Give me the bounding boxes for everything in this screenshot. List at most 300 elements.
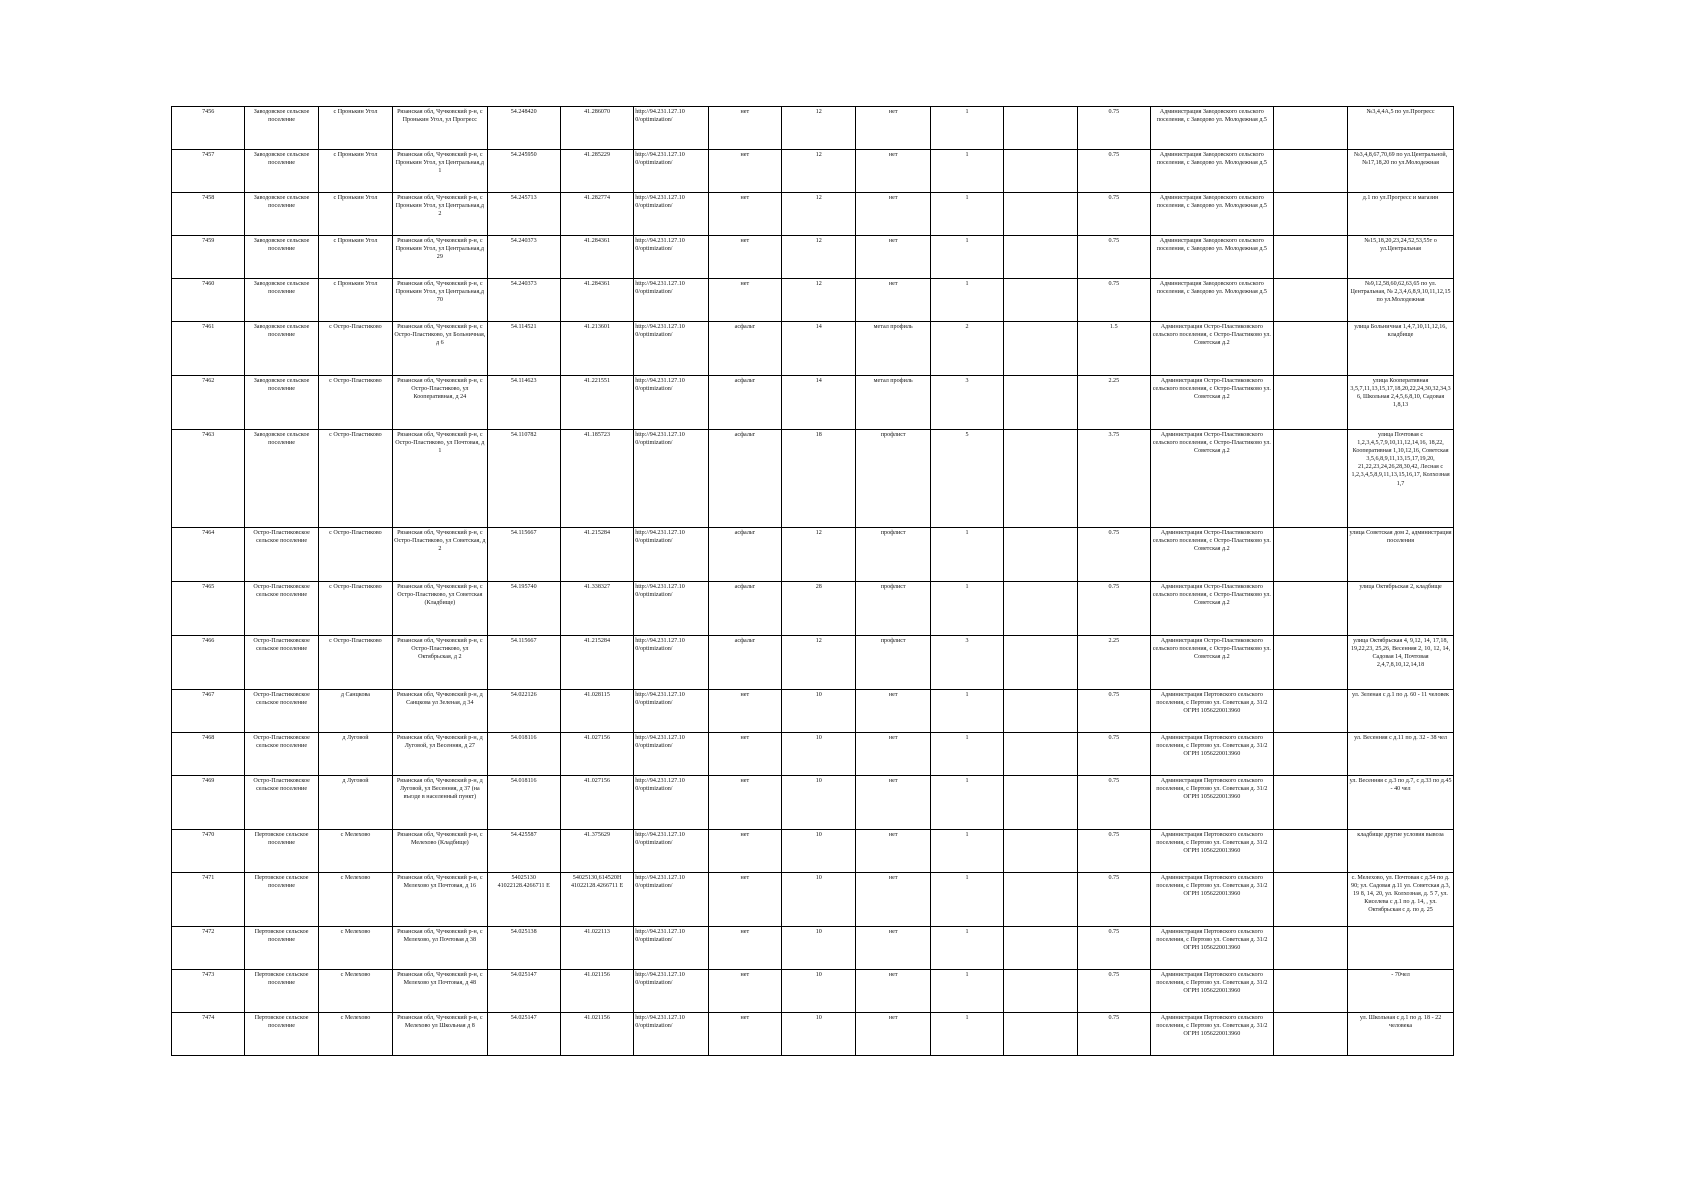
coating-cell: нет	[856, 690, 930, 733]
area-cell: 10	[782, 1013, 856, 1056]
longitude-cell: 41.021156	[560, 970, 633, 1013]
link-cell: http://94.231.127.10 0/optimization/	[634, 376, 708, 430]
locality-cell: с Остро-Пластиково	[318, 636, 392, 690]
latitude-cell: 54.025138	[487, 927, 560, 970]
surface-cell: асфальт	[708, 322, 781, 376]
served-objects-cell: ул. Весенняя с д.3 по д.7, с д.33 по д.45 - 40 чел	[1348, 776, 1454, 830]
locality-cell: с Пронькин Угол	[318, 236, 392, 279]
volume-cell: 0.75	[1077, 236, 1150, 279]
surface-cell: нет	[708, 1013, 781, 1056]
coating-cell: нет	[856, 733, 930, 776]
owner-cell: Администрация Остро-Пластиковского сельского поселения, с Остро-Пластиково ул. Советская д.2	[1151, 528, 1274, 582]
served-objects-cell: - 70чел	[1348, 970, 1454, 1013]
row-number: 7457	[172, 150, 245, 193]
area-cell: 10	[782, 733, 856, 776]
served-objects-cell: улица Кооперативная 3,5,7,11,13,15,17,18,20,22,24,30,32,34,36, Школьная 2,4,5,6,8,10, Садовая 1,8,13	[1348, 376, 1454, 430]
volume-cell: 0.75	[1077, 873, 1150, 927]
address-cell: Рязанская обл, Чучковский р-н, с Остро-Пластиково, ул Советская, д 2	[393, 528, 487, 582]
settlement-cell: Заводовское сельское поселение	[245, 322, 318, 376]
table-row	[172, 970, 1454, 1013]
link-cell: http://94.231.127.10 0/optimization/	[634, 830, 708, 873]
settlement-cell: Заводовское сельское поселение	[245, 107, 318, 150]
coating-cell: метал профиль	[856, 376, 930, 430]
coating-cell: нет	[856, 873, 930, 927]
locality-cell: с Остро-Пластиково	[318, 582, 392, 636]
table-row	[172, 927, 1454, 970]
settlement-cell: Пертовское сельское поселение	[245, 873, 318, 927]
volume-cell: 0.75	[1077, 279, 1150, 322]
container-count-cell: 1	[930, 582, 1003, 636]
empty-cell	[1273, 193, 1347, 236]
locality-cell: с Мелехово	[318, 830, 392, 873]
table-row	[172, 193, 1454, 236]
empty-cell	[1273, 733, 1347, 776]
link-cell: http://94.231.127.10 0/optimization/	[634, 193, 708, 236]
volume-cell: 0.75	[1077, 776, 1150, 830]
table-row	[172, 430, 1454, 528]
area-cell: 10	[782, 970, 856, 1013]
latitude-cell: 54.025147	[487, 970, 560, 1013]
row-number: 7465	[172, 582, 245, 636]
latitude-cell: 54.025147	[487, 1013, 560, 1056]
link-cell: http://94.231.127.10 0/optimization/	[634, 236, 708, 279]
locality-cell: с Пронькин Угол	[318, 150, 392, 193]
empty-cell	[1004, 582, 1077, 636]
volume-cell: 3.75	[1077, 430, 1150, 528]
container-count-cell: 1	[930, 193, 1003, 236]
link-cell: http://94.231.127.10 0/optimization/	[634, 636, 708, 690]
coating-cell: профлист	[856, 528, 930, 582]
area-cell: 12	[782, 279, 856, 322]
latitude-cell: 54.110782	[487, 430, 560, 528]
settlement-cell: Заводовское сельское поселение	[245, 279, 318, 322]
served-objects-cell: улица Октябрьская 4, 9,12, 14, 17,18, 19,22,23, 25,26, Весенняя 2, 10, 12, 14, Садовая 14, Почтовая 2,4,7,8,10,12,14,18	[1348, 636, 1454, 690]
empty-cell	[1004, 733, 1077, 776]
empty-cell	[1273, 830, 1347, 873]
owner-cell: Администрация Заводовского сельского поселения, с Заводово ул. Молодежная д.5	[1151, 150, 1274, 193]
container-count-cell: 3	[930, 636, 1003, 690]
volume-cell: 0.75	[1077, 582, 1150, 636]
container-count-cell: 1	[930, 1013, 1003, 1056]
table-row	[172, 1013, 1454, 1056]
volume-cell: 0.75	[1077, 927, 1150, 970]
settlement-cell: Остро-Пластиковское сельское поселение	[245, 690, 318, 733]
volume-cell: 0.75	[1077, 733, 1150, 776]
address-cell: Рязанская обл, Чучковский р-н, с Остро-Пластиково, ул Кооперативная, д 24	[393, 376, 487, 430]
surface-cell: нет	[708, 690, 781, 733]
owner-cell: Администрация Остро-Пластиковского сельского поселения, с Остро-Пластиково ул. Советская д.2	[1151, 582, 1274, 636]
settlement-cell: Остро-Пластиковское сельское поселение	[245, 776, 318, 830]
settlement-cell: Остро-Пластиковское сельское поселение	[245, 733, 318, 776]
container-count-cell: 1	[930, 776, 1003, 830]
address-cell: Рязанская обл, Чучковский р-н, с Пронькин Угол, ул Прогресс	[393, 107, 487, 150]
surface-cell: нет	[708, 873, 781, 927]
volume-cell: 0.75	[1077, 528, 1150, 582]
area-cell: 10	[782, 873, 856, 927]
link-cell: http://94.231.127.10 0/optimization/	[634, 733, 708, 776]
coating-cell: нет	[856, 776, 930, 830]
container-count-cell: 1	[930, 733, 1003, 776]
empty-cell	[1273, 873, 1347, 927]
surface-cell: асфальт	[708, 528, 781, 582]
area-cell: 10	[782, 690, 856, 733]
served-objects-cell: кладбище другие условия вывоза	[1348, 830, 1454, 873]
latitude-cell: 54.195740	[487, 582, 560, 636]
container-count-cell: 1	[930, 528, 1003, 582]
link-cell: http://94.231.127.10 0/optimization/	[634, 150, 708, 193]
area-cell: 10	[782, 830, 856, 873]
empty-cell	[1004, 279, 1077, 322]
row-number: 7474	[172, 1013, 245, 1056]
latitude-cell: 54.022126	[487, 690, 560, 733]
row-number: 7473	[172, 970, 245, 1013]
longitude-cell: 41.022113	[560, 927, 633, 970]
empty-cell	[1273, 636, 1347, 690]
container-count-cell: 1	[930, 830, 1003, 873]
coating-cell: нет	[856, 1013, 930, 1056]
latitude-cell: 54.018116	[487, 733, 560, 776]
table-row	[172, 376, 1454, 430]
container-count-cell: 1	[930, 279, 1003, 322]
row-number: 7467	[172, 690, 245, 733]
empty-cell	[1273, 776, 1347, 830]
row-number: 7456	[172, 107, 245, 150]
settlement-cell: Заводовское сельское поселение	[245, 150, 318, 193]
surface-cell: нет	[708, 733, 781, 776]
link-cell: http://94.231.127.10 0/optimization/	[634, 970, 708, 1013]
locality-cell: с Остро-Пластиково	[318, 376, 392, 430]
link-cell: http://94.231.127.10 0/optimization/	[634, 322, 708, 376]
table-row	[172, 690, 1454, 733]
row-number: 7466	[172, 636, 245, 690]
owner-cell: Администрация Пертовского сельского поселения, с Пертово ул. Советская д. 31/2 ОГРН 1056220013960	[1151, 1013, 1274, 1056]
empty-cell	[1004, 236, 1077, 279]
row-number: 7472	[172, 927, 245, 970]
address-cell: Рязанская обл, Чучковский р-н, с Пронькин Угол, ул Центральная,д 29	[393, 236, 487, 279]
empty-cell	[1273, 279, 1347, 322]
area-cell: 10	[782, 927, 856, 970]
coating-cell: нет	[856, 830, 930, 873]
container-count-cell: 1	[930, 873, 1003, 927]
row-number: 7463	[172, 430, 245, 528]
container-count-cell: 5	[930, 430, 1003, 528]
owner-cell: Администрация Пертовского сельского поселения, с Пертово ул. Советская д. 31/2 ОГРН 1056220013960	[1151, 927, 1274, 970]
settlement-cell: Пертовское сельское поселение	[245, 970, 318, 1013]
latitude-cell: 54.114623	[487, 376, 560, 430]
volume-cell: 0.75	[1077, 830, 1150, 873]
address-cell: Рязанская обл, Чучковский р-н, с Остро-Пластиково, ул Октябрьская, д 2	[393, 636, 487, 690]
served-objects-cell: улица Почтовая с 1,2,3,4,5,7,9,10,11,12,14,16, 18,22, Кооперативная 1,10,12,16, Советская 3,5,6,8,9,11,13,15,17,19,20, 21,22,23,24,26,28,30,42, Лесная с 1,2,3,4,5,8,9,11,13,15,16,17, Колхозная 1,7	[1348, 430, 1454, 528]
surface-cell: асфальт	[708, 636, 781, 690]
table-row	[172, 776, 1454, 830]
served-objects-cell: №15,18,20,23,24,52,53,55т о ул.Центральная	[1348, 236, 1454, 279]
latitude-cell: 54.114521	[487, 322, 560, 376]
row-number: 7462	[172, 376, 245, 430]
settlement-cell: Пертовское сельское поселение	[245, 1013, 318, 1056]
served-objects-cell	[1348, 927, 1454, 970]
row-number: 7470	[172, 830, 245, 873]
settlement-cell: Остро-Пластиковское сельское поселение	[245, 582, 318, 636]
empty-cell	[1273, 107, 1347, 150]
empty-cell	[1273, 690, 1347, 733]
latitude-cell: 54.245713	[487, 193, 560, 236]
latitude-cell: 54.240373	[487, 279, 560, 322]
longitude-cell: 41.028115	[560, 690, 633, 733]
empty-cell	[1004, 430, 1077, 528]
row-number: 7469	[172, 776, 245, 830]
table-row	[172, 236, 1454, 279]
empty-cell	[1273, 376, 1347, 430]
empty-cell	[1004, 690, 1077, 733]
address-cell: Рязанская обл, Чучковский р-н, с Мелехово ул Почтовая, д 48	[393, 970, 487, 1013]
address-cell: Рязанская обл, Чучковский р-н, с Мелехово (Кладбище)	[393, 830, 487, 873]
longitude-cell: 41.284361	[560, 236, 633, 279]
row-number: 7468	[172, 733, 245, 776]
volume-cell: 0.75	[1077, 193, 1150, 236]
empty-cell	[1004, 776, 1077, 830]
table-row	[172, 528, 1454, 582]
locality-cell: с Остро-Пластиково	[318, 430, 392, 528]
served-objects-cell: улица Больничная 1,4,7,10,11,12,16, кладбище	[1348, 322, 1454, 376]
served-objects-cell: улица Октябрьская 2, кладбище	[1348, 582, 1454, 636]
area-cell: 12	[782, 150, 856, 193]
container-count-cell: 2	[930, 322, 1003, 376]
surface-cell: нет	[708, 776, 781, 830]
surface-cell: асфальт	[708, 430, 781, 528]
coating-cell: нет	[856, 927, 930, 970]
locality-cell: с Пронькин Угол	[318, 279, 392, 322]
coating-cell: профлист	[856, 430, 930, 528]
surface-cell: нет	[708, 150, 781, 193]
address-cell: Рязанская обл, Чучковский р-н, д Санцкова ул Зеленая, д 34	[393, 690, 487, 733]
coating-cell: нет	[856, 193, 930, 236]
longitude-cell: 41.213601	[560, 322, 633, 376]
table-row	[172, 582, 1454, 636]
empty-cell	[1004, 873, 1077, 927]
container-sites-table	[171, 106, 1454, 1056]
row-number: 7459	[172, 236, 245, 279]
container-count-cell: 1	[930, 690, 1003, 733]
link-cell: http://94.231.127.10 0/optimization/	[634, 873, 708, 927]
served-objects-cell: д.1 по ул.Прогресс и магазин	[1348, 193, 1454, 236]
coating-cell: нет	[856, 970, 930, 1013]
served-objects-cell: ул. Школьная с д.1 по д. 18 - 22 человека	[1348, 1013, 1454, 1056]
container-count-cell: 1	[930, 927, 1003, 970]
volume-cell: 1.5	[1077, 322, 1150, 376]
row-number: 7460	[172, 279, 245, 322]
volume-cell: 0.75	[1077, 690, 1150, 733]
table-row	[172, 873, 1454, 927]
coating-cell: нет	[856, 236, 930, 279]
empty-cell	[1004, 970, 1077, 1013]
latitude-cell: 54.248420	[487, 107, 560, 150]
locality-cell: с Мелехово	[318, 970, 392, 1013]
link-cell: http://94.231.127.10 0/optimization/	[634, 430, 708, 528]
owner-cell: Администрация Пертовского сельского поселения, с Пертово ул. Советская д. 31/2 ОГРН 1056220013960	[1151, 776, 1274, 830]
surface-cell: нет	[708, 193, 781, 236]
owner-cell: Администрация Пертовского сельского поселения, с Пертово ул. Советская д. 31/2 ОГРН 1056220013960	[1151, 970, 1274, 1013]
link-cell: http://94.231.127.10 0/optimization/	[634, 927, 708, 970]
settlement-cell: Заводовское сельское поселение	[245, 193, 318, 236]
volume-cell: 2.25	[1077, 376, 1150, 430]
area-cell: 12	[782, 107, 856, 150]
longitude-cell: 41.185723	[560, 430, 633, 528]
latitude-cell: 54.115667	[487, 636, 560, 690]
area-cell: 12	[782, 528, 856, 582]
longitude-cell: 41.285229	[560, 150, 633, 193]
area-cell: 14	[782, 322, 856, 376]
address-cell: Рязанская обл, Чучковский р-н, с Остро-Пластиково, ул Советская (Кладбище)	[393, 582, 487, 636]
surface-cell: нет	[708, 970, 781, 1013]
served-objects-cell: ул. Зеленая с д.1 по д. 60 - 11 человек	[1348, 690, 1454, 733]
address-cell: Рязанская обл, Чучковский р-н, с Пронькин Угол, ул Центральная,д 2	[393, 193, 487, 236]
longitude-cell: 54025130,614520Н 41022128.4266711 Е	[560, 873, 633, 927]
empty-cell	[1273, 236, 1347, 279]
area-cell: 12	[782, 636, 856, 690]
locality-cell: д Луговой	[318, 776, 392, 830]
owner-cell: Администрация Остро-Пластиковского сельского поселения, с Остро-Пластиково ул. Советская д.2	[1151, 430, 1274, 528]
coating-cell: нет	[856, 107, 930, 150]
surface-cell: асфальт	[708, 376, 781, 430]
settlement-cell: Остро-Пластиковское сельское поселение	[245, 636, 318, 690]
table-row	[172, 830, 1454, 873]
owner-cell: Администрация Пертовского сельского поселения, с Пертово ул. Советская д. 31/2 ОГРН 1056220013960	[1151, 830, 1274, 873]
container-count-cell: 1	[930, 236, 1003, 279]
longitude-cell: 41.027156	[560, 776, 633, 830]
empty-cell	[1273, 430, 1347, 528]
empty-cell	[1273, 1013, 1347, 1056]
empty-cell	[1273, 970, 1347, 1013]
owner-cell: Администрация Заводовского сельского поселения, с Заводово ул. Молодежная д.5	[1151, 279, 1274, 322]
coating-cell: профлист	[856, 636, 930, 690]
surface-cell: нет	[708, 236, 781, 279]
empty-cell	[1004, 322, 1077, 376]
document-page	[171, 106, 1454, 1056]
empty-cell	[1004, 107, 1077, 150]
latitude-cell: 54.240373	[487, 236, 560, 279]
settlement-cell: Пертовское сельское поселение	[245, 830, 318, 873]
coating-cell: нет	[856, 279, 930, 322]
row-number: 7464	[172, 528, 245, 582]
surface-cell: нет	[708, 107, 781, 150]
locality-cell: с Остро-Пластиково	[318, 322, 392, 376]
volume-cell: 0.75	[1077, 150, 1150, 193]
locality-cell: д Луговой	[318, 733, 392, 776]
longitude-cell: 41.284361	[560, 279, 633, 322]
owner-cell: Администрация Заводовского сельского поселения, с Заводово ул. Молодежная д.5	[1151, 193, 1274, 236]
owner-cell: Администрация Остро-Пластиковского сельского поселения, с Остро-Пластиково ул. Советская д.2	[1151, 636, 1274, 690]
longitude-cell: 41.338327	[560, 582, 633, 636]
address-cell: Рязанская обл, Чучковский р-н, д Луговой, ул Весенняя, д 27	[393, 733, 487, 776]
table-row	[172, 733, 1454, 776]
address-cell: Рязанская обл, Чучковский р-н, с Остро-Пластиково, ул Больничная, д 6	[393, 322, 487, 376]
owner-cell: Администрация Остро-Пластиковского сельского поселения, с Остро-Пластиково ул. Советская д.2	[1151, 322, 1274, 376]
area-cell: 28	[782, 582, 856, 636]
empty-cell	[1273, 927, 1347, 970]
container-count-cell: 3	[930, 376, 1003, 430]
served-objects-cell: №3,4,8,67,70,69 по ул.Центральной, №17,18,20 по ул.Молодежная	[1348, 150, 1454, 193]
volume-cell: 0.75	[1077, 107, 1150, 150]
served-objects-cell: улица Советская дом 2, администрация поселения	[1348, 528, 1454, 582]
row-number: 7458	[172, 193, 245, 236]
area-cell: 14	[782, 376, 856, 430]
empty-cell	[1004, 528, 1077, 582]
link-cell: http://94.231.127.10 0/optimization/	[634, 776, 708, 830]
locality-cell: с Мелехово	[318, 1013, 392, 1056]
settlement-cell: Заводовское сельское поселение	[245, 430, 318, 528]
row-number: 7471	[172, 873, 245, 927]
locality-cell: с Пронькин Угол	[318, 107, 392, 150]
latitude-cell: 54.115667	[487, 528, 560, 582]
link-cell: http://94.231.127.10 0/optimization/	[634, 528, 708, 582]
address-cell: Рязанская обл, Чучковский р-н, с Мелехово ул Школьная д 8	[393, 1013, 487, 1056]
surface-cell: нет	[708, 927, 781, 970]
container-count-cell: 1	[930, 150, 1003, 193]
empty-cell	[1004, 193, 1077, 236]
longitude-cell: 41.215284	[560, 528, 633, 582]
empty-cell	[1004, 830, 1077, 873]
surface-cell: асфальт	[708, 582, 781, 636]
empty-cell	[1273, 322, 1347, 376]
owner-cell: Администрация Пертовского сельского поселения, с Пертово ул. Советская д. 31/2 ОГРН 1056220013960	[1151, 733, 1274, 776]
coating-cell: нет	[856, 150, 930, 193]
address-cell: Рязанская обл, Чучковский р-н, с Пронькин Угол, ул Центральная,д 70	[393, 279, 487, 322]
locality-cell: д Санцкова	[318, 690, 392, 733]
link-cell: http://94.231.127.10 0/optimization/	[634, 582, 708, 636]
table-row	[172, 279, 1454, 322]
coating-cell: метал профиль	[856, 322, 930, 376]
row-number: 7461	[172, 322, 245, 376]
locality-cell: с Остро-Пластиково	[318, 528, 392, 582]
address-cell: Рязанская обл, Чучковский р-н, с Мелехово ул Почтовая, д 16	[393, 873, 487, 927]
volume-cell: 2.25	[1077, 636, 1150, 690]
owner-cell: Администрация Пертовского сельского поселения, с Пертово ул. Советская д. 31/2 ОГРН 1056220013960	[1151, 873, 1274, 927]
empty-cell	[1004, 376, 1077, 430]
area-cell: 12	[782, 236, 856, 279]
owner-cell: Администрация Заводовского сельского поселения, с Заводово ул. Молодежная д.5	[1151, 236, 1274, 279]
address-cell: Рязанская обл, Чучковский р-н, с Пронькин Угол, ул Центральная,д 1	[393, 150, 487, 193]
served-objects-cell: №3,4,4А,5 по ул.Прогресс	[1348, 107, 1454, 150]
latitude-cell: 54.245950	[487, 150, 560, 193]
table-row	[172, 107, 1454, 150]
link-cell: http://94.231.127.10 0/optimization/	[634, 279, 708, 322]
area-cell: 18	[782, 430, 856, 528]
longitude-cell: 41.021156	[560, 1013, 633, 1056]
locality-cell: с Пронькин Угол	[318, 193, 392, 236]
settlement-cell: Заводовское сельское поселение	[245, 236, 318, 279]
empty-cell	[1004, 927, 1077, 970]
surface-cell: нет	[708, 279, 781, 322]
longitude-cell: 41.286070	[560, 107, 633, 150]
link-cell: http://94.231.127.10 0/optimization/	[634, 690, 708, 733]
area-cell: 12	[782, 193, 856, 236]
volume-cell: 0.75	[1077, 970, 1150, 1013]
locality-cell: с Мелехово	[318, 873, 392, 927]
longitude-cell: 41.221551	[560, 376, 633, 430]
link-cell: http://94.231.127.10 0/optimization/	[634, 1013, 708, 1056]
empty-cell	[1273, 582, 1347, 636]
served-objects-cell: с. Мелехово, ул. Почтовая с д.54 по д. 90; ул. Садовая д.11 ул. Советская д.3, 19 8, 14, 20, ул. Колхозная, д. 5 7, ул. Киселева с д.1 по д. 14, , ул. Октябрьская с д. по д. 25	[1348, 873, 1454, 927]
empty-cell	[1004, 1013, 1077, 1056]
longitude-cell: 41.215284	[560, 636, 633, 690]
link-cell: http://94.231.127.10 0/optimization/	[634, 107, 708, 150]
latitude-cell: 54.018116	[487, 776, 560, 830]
empty-cell	[1273, 528, 1347, 582]
longitude-cell: 41.282774	[560, 193, 633, 236]
longitude-cell: 41.027156	[560, 733, 633, 776]
volume-cell: 0.75	[1077, 1013, 1150, 1056]
empty-cell	[1004, 150, 1077, 193]
